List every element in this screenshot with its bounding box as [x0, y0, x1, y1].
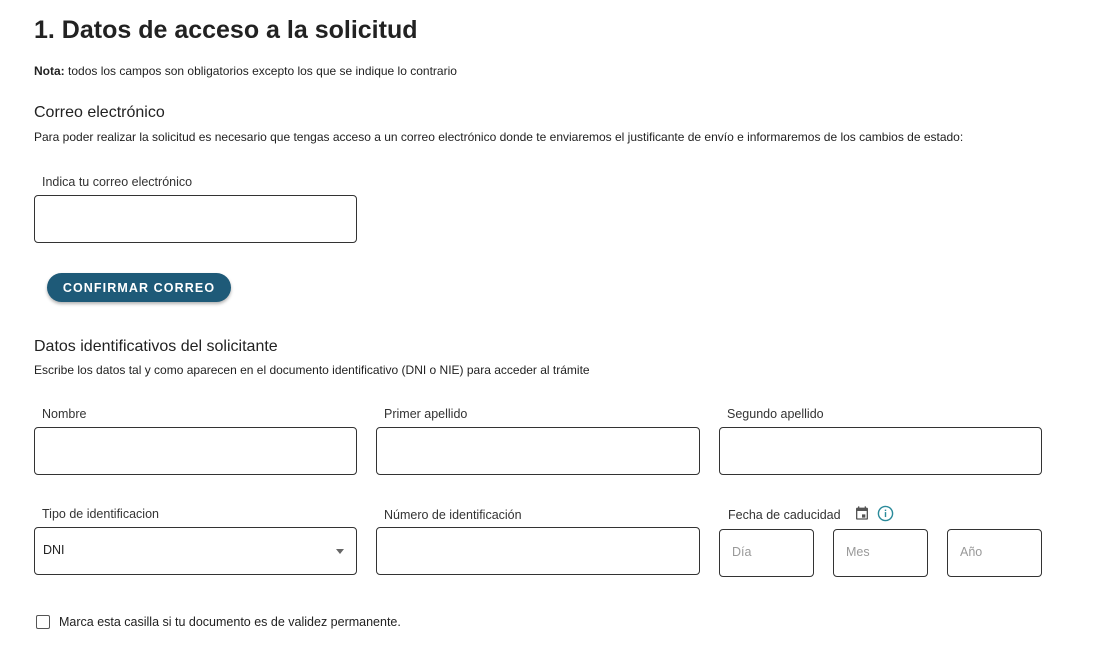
- email-heading: Correo electrónico: [34, 104, 165, 121]
- numero-input[interactable]: [376, 527, 700, 575]
- email-description: Para poder realizar la solicitud es necesario que tengas acceso a un correo electrónico donde te enviaremos el justificante de envío e informaremos de los cambios de estado:: [34, 130, 964, 144]
- email-input[interactable]: [34, 195, 357, 243]
- email-label: Indica tu correo electrónico: [42, 175, 193, 189]
- ano-placeholder: Año: [960, 545, 983, 559]
- dia-placeholder: Día: [732, 545, 752, 559]
- apellido2-label: Segundo apellido: [727, 407, 824, 421]
- dia-input[interactable]: [719, 529, 814, 577]
- mes-placeholder: Mes: [846, 545, 870, 559]
- permanent-checkbox[interactable]: [36, 615, 50, 629]
- note-prefix: Nota:: [34, 64, 65, 78]
- ano-input[interactable]: [947, 529, 1042, 577]
- dropdown-caret-icon: [336, 549, 344, 554]
- apellido2-input[interactable]: [719, 427, 1042, 475]
- permanent-checkbox-label[interactable]: Marca esta casilla si tu documento es de validez permanente.: [59, 615, 401, 629]
- info-icon[interactable]: [877, 505, 894, 522]
- apellido1-label: Primer apellido: [384, 407, 468, 421]
- mes-input[interactable]: [833, 529, 928, 577]
- apellido1-input[interactable]: [376, 427, 700, 475]
- note-text: todos los campos son obligatorios excepto los que se indique lo contrario: [64, 64, 457, 78]
- confirm-email-button[interactable]: CONFIRMAR CORREO: [47, 273, 231, 302]
- page-title: 1. Datos de acceso a la solicitud: [34, 16, 418, 44]
- id-heading: Datos identificativos del solicitante: [34, 338, 278, 355]
- fecha-label: Fecha de caducidad: [728, 508, 841, 522]
- tipo-value: DNI: [43, 543, 65, 557]
- required-note: [34, 64, 457, 78]
- tipo-label: Tipo de identificacion: [42, 507, 159, 521]
- id-description: Escribe los datos tal y como aparecen en el documento identificativo (DNI o NIE) para acceder al trámite: [34, 363, 590, 377]
- calendar-icon[interactable]: [854, 505, 870, 521]
- nombre-label: Nombre: [42, 407, 87, 421]
- numero-label: Número de identificación: [384, 508, 522, 522]
- nombre-input[interactable]: [34, 427, 357, 475]
- tipo-select[interactable]: [34, 527, 357, 575]
